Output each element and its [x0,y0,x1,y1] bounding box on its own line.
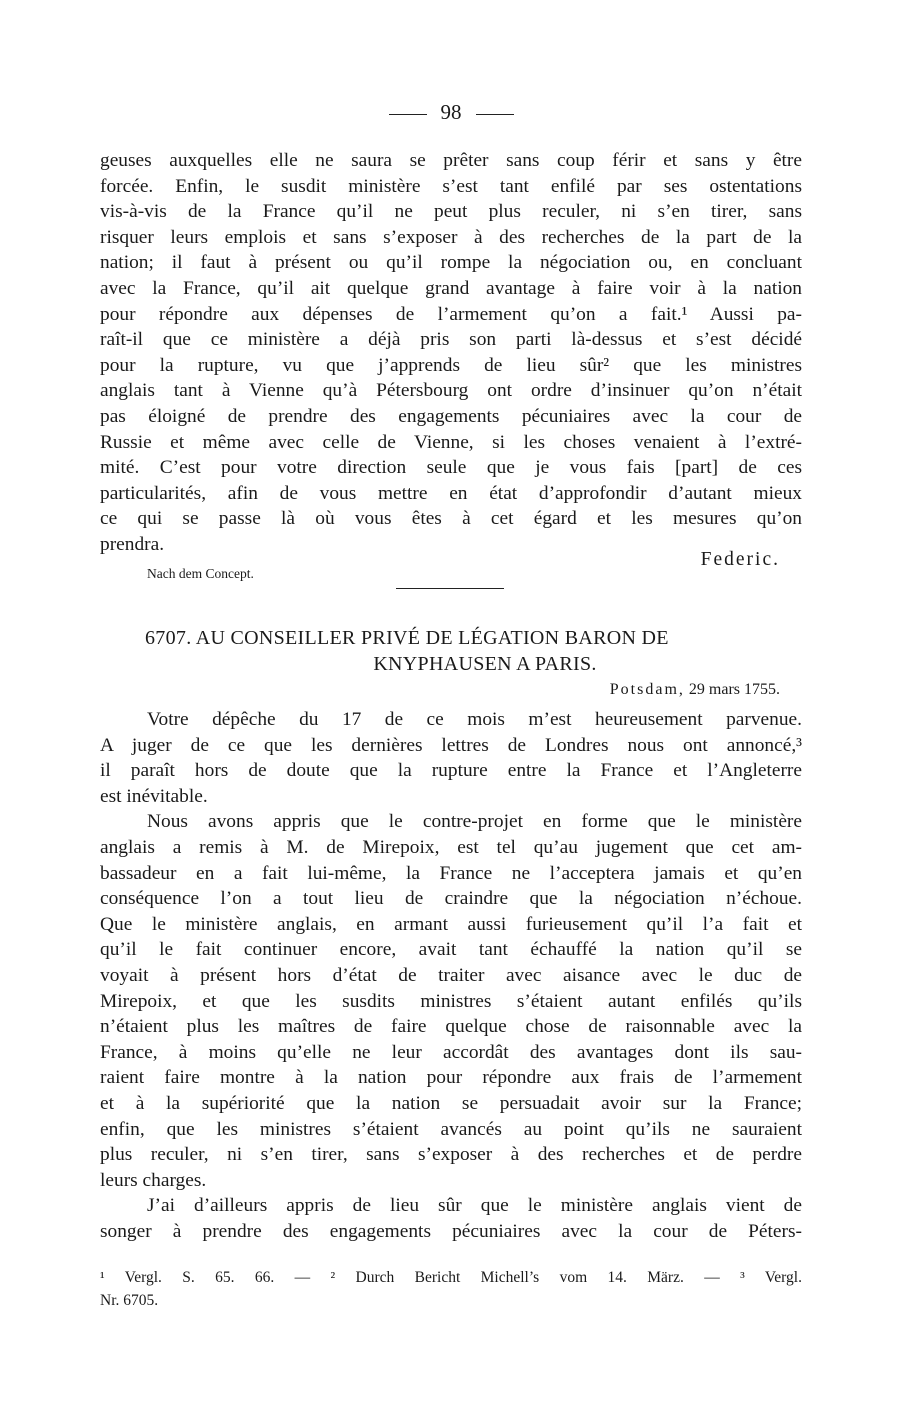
page-number-header [100,100,802,125]
document-heading [145,625,785,677]
text-line: songer à prendre des engagements pécuniaires avec la cour de Péters- [100,1220,802,1242]
text-line: prendra. [100,533,165,555]
text-line: pour la rupture, vu que j’apprends de lieu sûr² que les ministres [100,354,802,376]
text-line: avec la France, qu’il ait quelque grand avantage à faire voir à la nation [100,277,802,299]
text-line: Russie et même avec celle de Vienne, si les choses venaient à l’extré- [100,431,802,453]
document-heading-line-2: KNYPHAUSEN A PARIS. [373,653,597,675]
text-line: raît-il que ce ministère a déjà pris son parti là-dessus et s’est décidé [100,329,802,351]
text-line: plus reculer, ni s’en tirer, sans s’exposer à des recherches et de perdre [100,1144,802,1166]
text-line: leurs charges. [100,1169,207,1191]
text-line: Que le ministère anglais, en armant aussi furieusement qu’il l’a fait et [100,913,802,935]
text-line: conséquence l’on a tout lieu de craindre que la négociation n’échoue. [100,888,802,910]
text-line: risquer leurs emplois et sans s’exposer à des recherches de la part de la [100,226,802,248]
text-line: voyait à présent hors d’état de traiter avec aisance avec le duc de [100,964,802,986]
text-line: vis-à-vis de la France qu’il ne peut plus reculer, ni s’en tirer, sans [100,201,802,223]
text-line: bassadeur en a fait lui-même, la France ne l’acceptera jamais et qu’en [100,862,802,884]
dateline [100,681,780,699]
text-line: et à la supériorité que la nation se persuadait avoir sur la France; [100,1092,802,1114]
right-dash-rule [476,114,514,115]
text-line: Mirepoix, et que les susdits ministres s’étaient autant enfilés qu’ils [100,990,802,1012]
text-line: pour répondre aux dépenses de l’armement qu’on a fait.¹ Aussi pa- [100,303,802,325]
page-number: 98 [440,100,462,124]
text-line: anglais a remis à M. de Mirepoix, est tel qu’au jugement que cet am- [100,836,802,858]
text-line: A juger de ce que les dernières lettres de Londres nous ont annoncé,³ [100,734,802,756]
text-line: particularités, afin de vous mettre en état d’approfondir d’autant mieux [100,482,802,504]
dateline-place: Potsdam, [609,681,685,698]
dateline-date: 29 mars 1755. [688,681,780,698]
text-line: pas éloigné de prendre des engagements pécuniaires avec la cour de [100,405,802,427]
source-note: Nach dem Concept. [147,566,254,581]
footnotes [100,1266,802,1312]
left-dash-rule [389,114,427,115]
text-line: il paraît hors de doute que la rupture entre la France et l’Angleterre [100,760,802,782]
text-line: Votre dépêche du 17 de ce mois m’est heureusement parvenue. [147,709,802,730]
text-line: mité. C’est pour votre direction seule que je vous fais [part] de ces [100,457,802,479]
text-line: qu’il le fait continuer encore, avait tant échauffé la nation qu’il se [100,939,802,961]
text-line: enfin, que les ministres s’étaient avancés au point qu’ils ne sauraient [100,1118,802,1140]
text-line: ce qui se passe là où vous êtes à cet égard et les mesures qu’on [100,508,802,530]
text-line: forcée. Enfin, le susdit ministère s’est tant enfilé par ses ostentations [100,175,802,197]
text-line: est inévitable. [100,785,208,807]
text-line: France, à moins qu’elle ne leur accordât des avantages dont ils sau- [100,1041,802,1063]
text-line: raient faire montre à la nation pour répondre aux frais de l’armement [100,1067,802,1089]
signature: Federic. [700,549,780,570]
text-line: anglais tant à Vienne qu’à Pétersbourg ont ordre d’insinuer qu’on n’était [100,380,802,402]
continuation-paragraph [100,148,802,558]
document-heading-line-1: 6707. AU CONSEILLER PRIVÉ DE LÉGATION BARON DE [145,627,669,649]
letter-body [100,707,802,1244]
text-line: J’ai d’ailleurs appris de lieu sûr que le ministère anglais vient de [147,1195,802,1217]
footnote-line: Nr. 6705. [100,1292,159,1309]
text-line: geuses auxquelles elle ne saura se prêter sans coup férir et sans y être [100,150,802,171]
text-line: Nous avons appris que le contre-projet en forme que le ministère [147,811,802,833]
text-line: n’étaient plus les maîtres de faire quelque chose de raisonnable avec la [100,1016,802,1038]
section-separator-rule [396,588,504,589]
text-line: nation; il faut à présent ou qu’il rompe la négociation ou, en concluant [100,252,802,274]
footnote-line: ¹ Vergl. S. 65. 66. — ² Durch Bericht Michell’s vom 14. März. — ³ Vergl. [100,1269,802,1286]
